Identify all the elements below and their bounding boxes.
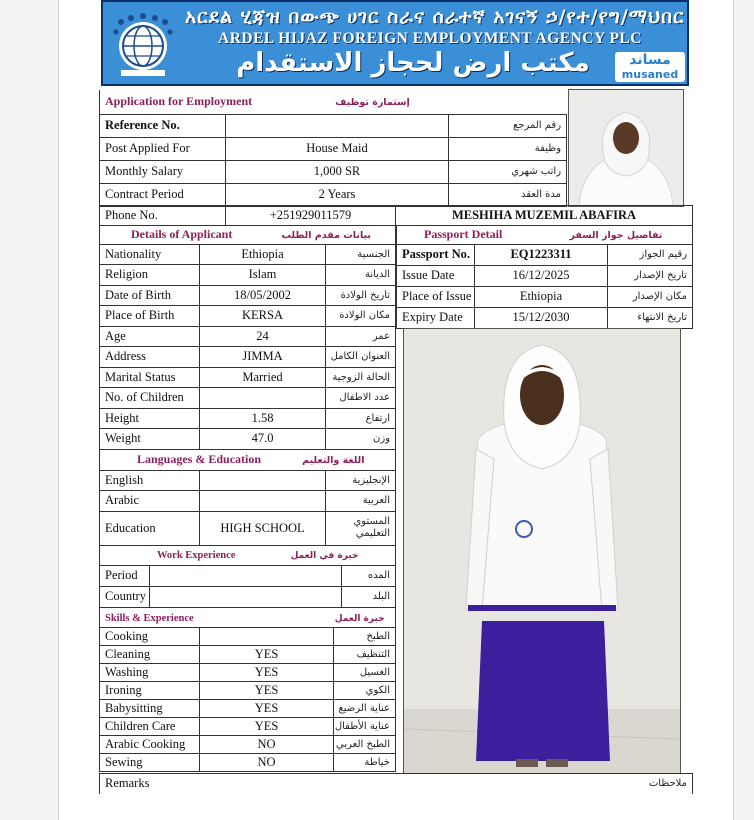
table-row [397, 265, 693, 286]
skill-label: Ironing [100, 681, 200, 699]
table-row [100, 347, 396, 368]
detail-label-ar: العنوان الكامل [326, 347, 396, 368]
header-arabic: مكتب ارض لحجاز الاستقدام [236, 48, 590, 78]
post-label: Post Applied For [100, 137, 226, 160]
skill-value: NO [200, 753, 334, 771]
passport-value: 16/12/2025 [475, 265, 608, 286]
detail-label-ar: عدد الاطفال [326, 388, 396, 409]
detail-value: 1.58 [200, 408, 326, 429]
table-row [100, 774, 693, 794]
table-row [397, 307, 693, 328]
post-value: House Maid [226, 137, 449, 160]
skill-label: Arabic Cooking [100, 735, 200, 753]
remarks-label-ar: ملاحظات [396, 774, 693, 794]
detail-label: Address [100, 347, 200, 368]
work-value [150, 565, 342, 586]
skills-table [99, 608, 396, 772]
phone-value: +251929011579 [226, 206, 396, 226]
detail-value: JIMMA [200, 347, 326, 368]
applicant-portrait-icon [569, 90, 683, 206]
header-amharic: አርደል ሂጃዝ በውጭ ሀገር ስራና ሰራተኛ አገናኝ ኃ/የተ/የግ/ማህበር [185, 6, 685, 28]
skill-label-ar: الكوي [334, 681, 396, 699]
passport-label: Passport No. [397, 244, 475, 265]
table-row [100, 408, 396, 429]
detail-label: Height [100, 408, 200, 429]
remarks-table [99, 773, 693, 794]
table-row [100, 511, 396, 545]
table-row [397, 286, 693, 307]
table-row [100, 183, 567, 206]
work-label-ar: البلد [342, 586, 396, 607]
education-label: Education [100, 511, 200, 545]
detail-label-ar: تاريخ الولادة [326, 285, 396, 306]
skill-label: Cleaning [100, 645, 200, 663]
detail-value: 24 [200, 326, 326, 347]
detail-label: No. of Children [100, 388, 200, 409]
table-row [100, 627, 396, 645]
detail-value: Islam [200, 265, 326, 286]
musaned-logo [615, 52, 685, 82]
skills-title: Skills & Experience [105, 612, 194, 624]
language-label: Arabic [100, 491, 200, 512]
language-label-ar: العربية [326, 491, 396, 512]
salary-label-ar: راتب شهري [449, 160, 567, 183]
details-title-ar: بيانات مقدم الطلب [281, 229, 371, 241]
skill-label: Sewing [100, 753, 200, 771]
work-label-ar: المده [342, 565, 396, 586]
table-row [100, 285, 396, 306]
work-value [150, 586, 342, 607]
details-title: Details of Applicant [131, 226, 233, 241]
work-table [99, 545, 396, 608]
detail-value: Married [200, 367, 326, 388]
table-row [397, 244, 693, 265]
passport-label-ar: رقيم الجواز [608, 244, 693, 265]
table-row [100, 265, 396, 286]
table-row [100, 137, 567, 160]
detail-value: 47.0 [200, 429, 326, 450]
table-row [100, 244, 396, 265]
passport-title: Passport Detail [424, 226, 503, 241]
header-english: ARDEL HIJAZ FOREIGN EMPLOYMENT AGENCY PLC [218, 30, 642, 47]
contract-label-ar: مدة العقد [449, 183, 567, 206]
skill-label: Cooking [100, 627, 200, 645]
passport-table [396, 225, 693, 329]
skill-value: YES [200, 717, 334, 735]
passport-label: Issue Date [397, 265, 475, 286]
skill-value: YES [200, 663, 334, 681]
education-label-ar: المستوي التعليمي [326, 511, 396, 545]
table-row [100, 753, 396, 771]
skills-title-ar: خبرة العمل [334, 613, 385, 624]
table-row [100, 429, 396, 450]
skill-label: Washing [100, 663, 200, 681]
applicant-photo-full [403, 328, 681, 774]
passport-label: Expiry Date [397, 307, 475, 328]
table-row [100, 367, 396, 388]
musaned-english: musaned [621, 68, 679, 81]
skill-value: NO [200, 735, 334, 753]
skill-label-ar: عناية الرضيع [334, 699, 396, 717]
detail-label-ar: وزن [326, 429, 396, 450]
details-table [99, 225, 396, 450]
globe-logo-icon [107, 8, 179, 80]
contract-value: 2 Years [226, 183, 449, 206]
skill-label-ar: الطبخ [334, 627, 396, 645]
passport-value: 15/12/2030 [475, 307, 608, 328]
table-row [100, 114, 567, 137]
reference-label: Reference No. [100, 114, 226, 137]
work-label: Country [100, 586, 150, 607]
detail-label: Age [100, 326, 200, 347]
work-title: Work Experience [157, 550, 236, 562]
detail-value: 18/05/2002 [200, 285, 326, 306]
table-row [100, 470, 396, 491]
skill-value: YES [200, 645, 334, 663]
skill-label-ar: التنظيف [334, 645, 396, 663]
contract-label: Contract Period [100, 183, 226, 206]
skill-label-ar: خياطة [334, 753, 396, 771]
salary-label: Monthly Salary [100, 160, 226, 183]
detail-label-ar: الجنسية [326, 244, 396, 265]
language-value [200, 491, 326, 512]
skill-value [200, 627, 334, 645]
agency-header-banner [101, 0, 689, 86]
table-row [100, 388, 396, 409]
skill-value: YES [200, 681, 334, 699]
skill-label-ar: عناية الأطفال [334, 717, 396, 735]
detail-label-ar: ارتفاع [326, 408, 396, 429]
table-row [100, 586, 396, 607]
reference-value [226, 114, 449, 137]
passport-label-ar: مكان الإصدار [608, 286, 693, 307]
table-row [100, 565, 396, 586]
detail-label: Marital Status [100, 367, 200, 388]
detail-label-ar: عمر [326, 326, 396, 347]
table-row [100, 491, 396, 512]
application-title: Application for Employment [105, 94, 253, 109]
work-title-ar: خبرة في العمل [290, 551, 359, 562]
table-row [100, 717, 396, 735]
work-label: Period [100, 565, 150, 586]
detail-value [200, 388, 326, 409]
detail-label: Place of Birth [100, 306, 200, 327]
table-row [100, 160, 567, 183]
table-row [100, 735, 396, 753]
language-value [200, 470, 326, 491]
passport-label-ar: تاريخ الإصدار [608, 265, 693, 286]
languages-title: Languages & Education [137, 452, 262, 467]
skill-label: Babysitting [100, 699, 200, 717]
applicant-full-body-icon [404, 329, 680, 773]
musaned-arabic: مساند [629, 52, 671, 68]
applicant-photo-small [568, 89, 684, 207]
application-form-page [58, 0, 734, 820]
table-row [100, 681, 396, 699]
language-label-ar: الإنجليزية [326, 470, 396, 491]
passport-value: Ethiopia [475, 286, 608, 307]
detail-label: Nationality [100, 244, 200, 265]
languages-table [99, 450, 396, 546]
table-row [100, 663, 396, 681]
passport-value: EQ1223311 [475, 244, 608, 265]
detail-label: Date of Birth [100, 285, 200, 306]
detail-label-ar: الديانة [326, 265, 396, 286]
skill-label: Children Care [100, 717, 200, 735]
reference-label-ar: رقم المرجع [449, 114, 567, 137]
phone-row-table [99, 205, 693, 226]
passport-label: Place of Issue [397, 286, 475, 307]
remarks-label: Remarks [100, 774, 396, 794]
skill-label-ar: الطبخ العربي [334, 735, 396, 753]
language-label: English [100, 470, 200, 491]
application-title-ar: إستمارة توظيف [335, 97, 410, 109]
skill-value: YES [200, 699, 334, 717]
passport-title-ar: تفاصيل جواز السفر [569, 229, 663, 241]
passport-label-ar: تاريخ الانتهاء [608, 307, 693, 328]
application-table [99, 90, 567, 207]
salary-value: 1,000 SR [226, 160, 449, 183]
table-row [100, 699, 396, 717]
detail-label-ar: الحالة الزوجية [326, 367, 396, 388]
languages-title-ar: اللغة والتعليم [302, 455, 365, 467]
post-label-ar: وظيفة [449, 137, 567, 160]
table-row [100, 645, 396, 663]
detail-value: KERSA [200, 306, 326, 327]
table-row [100, 326, 396, 347]
detail-value: Ethiopia [200, 244, 326, 265]
table-row [100, 306, 396, 327]
detail-label: Weight [100, 429, 200, 450]
detail-label: Religion [100, 265, 200, 286]
table-row [100, 206, 693, 226]
skill-label-ar: الغسيل [334, 663, 396, 681]
detail-label-ar: مكان الولادة [326, 306, 396, 327]
phone-label: Phone No. [100, 206, 226, 226]
education-value: HIGH SCHOOL [200, 511, 326, 545]
applicant-name: MESHIHA MUZEMIL ABAFIRA [396, 206, 693, 226]
